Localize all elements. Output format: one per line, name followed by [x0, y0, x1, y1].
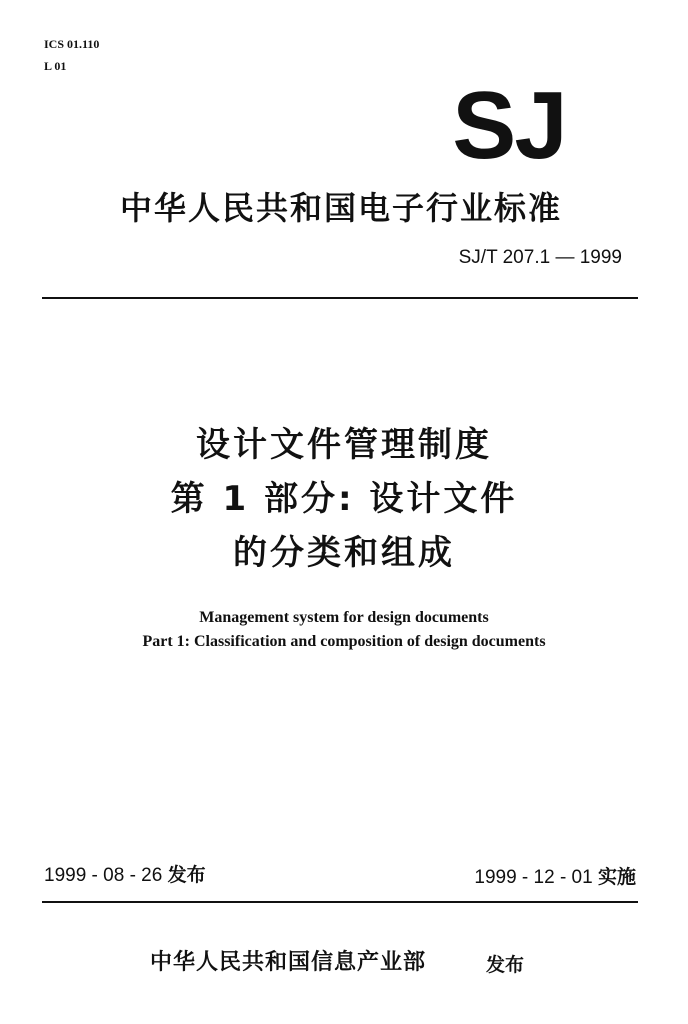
bottom-divider [42, 901, 638, 903]
title-line-1: 设计文件管理制度 [196, 425, 492, 465]
ics-code: ICS 01.110 [44, 37, 100, 51]
implementation-date [474, 864, 636, 891]
issue-date-value: 1999 - 08 - 26 [44, 865, 163, 886]
top-divider [42, 297, 638, 299]
logo-text: SJ [452, 86, 566, 164]
english-title [0, 606, 688, 654]
title-line-3: 的分类和组成 [233, 533, 455, 573]
standard-code: SJ/T 207.1 — 1999 [458, 247, 622, 268]
issue-label: 发布 [167, 864, 206, 886]
publisher-name: 中华人民共和国信息产业部 [150, 950, 427, 975]
english-title-line-1: Management system for design documents [199, 609, 489, 626]
publish-label: 发布 [486, 954, 525, 976]
issue-date [44, 862, 206, 889]
sj-logo [436, 86, 582, 164]
standard-category: 中华人民共和国电子行业标准 [120, 189, 563, 227]
title-line-2: 第 1 部分: 设计文件 [170, 479, 518, 519]
english-title-line-2: Part 1: Classification and composition of design documents [142, 633, 546, 650]
classification-code: L 01 [44, 59, 67, 73]
implementation-label: 实施 [597, 866, 636, 888]
implementation-date-value: 1999 - 12 - 01 [474, 867, 593, 888]
chinese-title [0, 418, 688, 580]
